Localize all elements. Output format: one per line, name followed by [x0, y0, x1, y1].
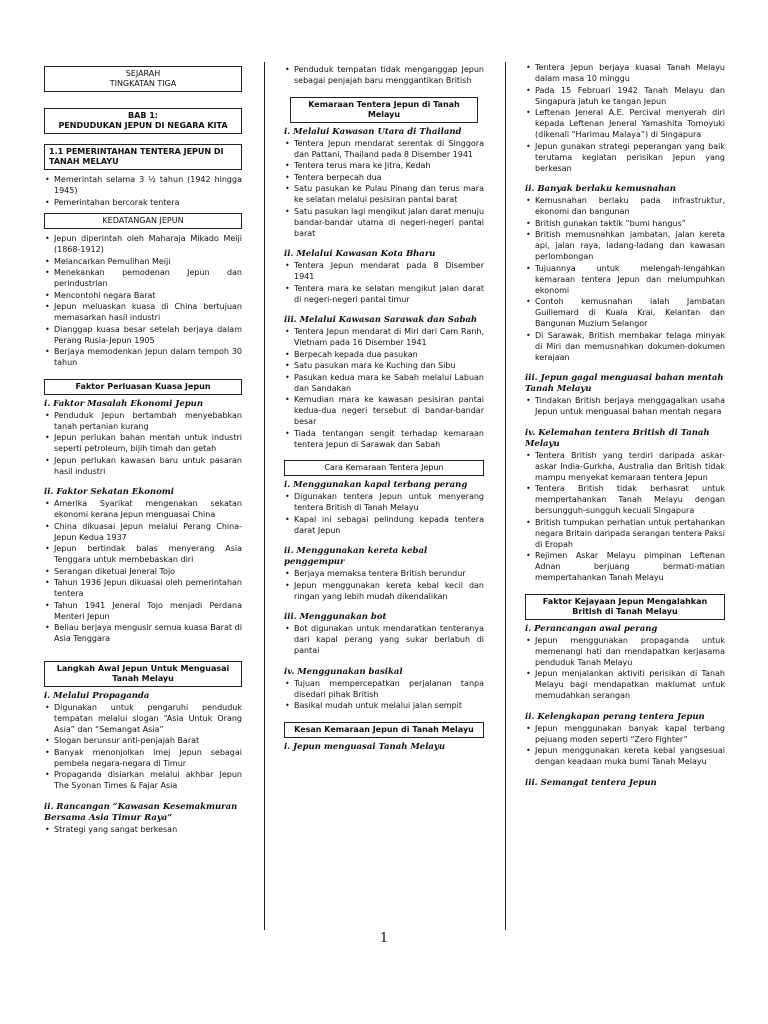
section-list: [44, 498, 242, 644]
list-item: • Satu pasukan ke Pulau Pinang dan terus mara ke selatan melalui pesisiran pantai barat: [284, 183, 484, 205]
list-item: • Beliau berjaya mengusir semua kuasa Barat di Asia Tenggara: [44, 622, 242, 644]
list-item: • Jepun bertindak balas menyerang Asia Tenggara untuk membebaskan diri: [44, 543, 242, 565]
subheading: i. Perancangan awal perang: [525, 623, 658, 634]
subheading: i. Menggunakan kapal terbang perang: [284, 480, 468, 490]
list-item: • Kemudian mara ke kawasan pesisiran pantai kedua-dua negeri tersebut di bandar-bandar besar: [284, 394, 484, 427]
section-box-kesan: Kesan Kemaraan Jepun di Tanah Melayu: [284, 722, 484, 738]
list-item: • Jepun menggunakan kereta kebal yangsesuai dengan keadaan muka bumi Tanah Melayu: [525, 745, 725, 767]
section-box-faktor: Faktor Perluasan Kuasa Jepun: [44, 379, 242, 395]
list-item: • Slogan berunsur anti-penjajah Barat: [44, 735, 242, 746]
list-item: • Penduduk Jepun bertambah menyebabkan tanah pertanian kurang: [44, 410, 242, 432]
list-item: • Jepun menggunakan banyak kapal terbang pejuang moden seperti “Zero Fighter”: [525, 723, 725, 745]
list-item: • Digunakan untuk pengaruhi penduduk tempatan melalui slogan “Asia Untuk Orang Asia” dan “Semangat Asia”: [44, 702, 242, 735]
column-divider-2: [505, 62, 506, 930]
subheading: ii. Rancangan “Kawasan Kesemakmuran Bersama Asia Timur Raya”: [44, 801, 238, 823]
list-item: • Tentera British yang terdiri daripada askar-askar India-Gurkha, Australia dan British tidak mampu menyekat kemaraan tentera Jepun: [525, 450, 725, 483]
list-item: • Satu pasukan mara ke Kuching dan Sibu: [284, 360, 484, 371]
section-list: [284, 326, 484, 450]
list-item: • Menekankan pemodenan Jepun dan perindustrian: [44, 267, 242, 289]
section-list: [525, 395, 725, 417]
list-item: • British tumpukan perhatian untuk pertahankan negara Britain daripada serangan tentera Paksi di Eropah: [525, 517, 725, 550]
list-item: • Banyak menonjolkan imej Jepun sebagai pembela negara-negara di Timur: [44, 747, 242, 769]
section-box-pemerintahan: 1.1 PEMERINTAHAN TENTERA JEPUN DI TANAH MELAYU: [44, 144, 242, 170]
list-item: • Serangan diketuai Jeneral Tojo: [44, 566, 242, 577]
list-item: • Berjaya memodenkan Jepun dalam tempoh 30 tahun: [44, 346, 242, 368]
list-item: • Jepun perlukan kawasan baru untuk pasaran hasil industri: [44, 455, 242, 477]
list-item: • British memusnahkan jambatan, jalan kereta api, jalan raya, ladang-ladang dan kawasan perlombongan: [525, 229, 725, 262]
subheading: ii. Banyak berlaku kemusnahan: [525, 184, 676, 194]
section-list: [284, 260, 484, 305]
subheading: ii. Menggunakan kereta kebal penggempur: [284, 546, 428, 567]
list-item: • Pasukan kedua mara ke Sabah melalui Labuan dan Sandakan: [284, 372, 484, 394]
subheading: i. Jepun menguasai Tanah Melayu: [284, 741, 446, 752]
list-item: • Jepun perlukan bahan mentah untuk industri seperti petroleum, bijih timah dan getah: [44, 432, 242, 454]
section-box-cara: Cara Kemaraan Tentera Jepun: [284, 460, 484, 476]
section-list: [284, 64, 484, 86]
list-item: • Kapal ini sebagai pelindung kepada tentera darat Jepun: [284, 514, 484, 536]
subheading: iii. Semangat tentera Jepun: [525, 777, 657, 788]
section-box-kejayaan: Faktor Kejayaan Jepun Mengalahkan British di Tanah Melayu: [525, 594, 725, 620]
section-list: [44, 233, 242, 368]
list-item: • Tujuannya untuk melengah-lengahkan kemaraan tentera Jepun dan melumpuhkan ekonomi: [525, 263, 725, 296]
list-item: • Tentera mara ke selatan mengikut jalan darat di negeri-negeri pantai timur: [284, 283, 484, 305]
list-item: • Jepun meluaskan kuasa di China bertujuan memasarkan hasil industri: [44, 301, 242, 323]
subheading: iii. Menggunakan bot: [284, 612, 387, 622]
subheading: iii. Jepun gagal menguasai bahan mentah Tanah Melayu: [525, 373, 724, 394]
list-item: • Tahun 1941 Jeneral Tojo menjadi Perdana Menteri Jepun: [44, 600, 242, 622]
list-item: • Jepun menggunakan kereta kebal kecil dan ringan yang lebih mudah dikendalikan: [284, 580, 484, 602]
list-item: • Basikal mudah untuk melalui jalan sempit: [284, 700, 484, 711]
list-item: • Rejimen Askar Melayu pimpinan Leftenan Adnan berjuang bermati-matian mempertahankan Tanah Melayu: [525, 550, 725, 583]
section-list: [284, 138, 484, 239]
list-item: • China dikuasai Jepun melalui Perang China-Jepun Kedua 1937: [44, 521, 242, 543]
list-item: • Jepun diperintah oleh Maharaja Mikado Meiji (1868-1912): [44, 233, 242, 255]
section-list: [284, 678, 484, 712]
list-item: • Memerintah selama 3 ½ tahun (1942 hingga 1945): [44, 174, 242, 196]
column-left: [44, 66, 242, 835]
form-level: TINGKATAN TIGA: [109, 79, 177, 88]
chapter-number: BAB 1:: [128, 111, 158, 120]
list-item: • Tentera Jepun mendarat serentak di Singgora dan Pattani, Thailand pada 8 Disember 1941: [284, 138, 484, 160]
subheading: iv. Menggunakan basikal: [284, 666, 403, 677]
section-list: [44, 824, 242, 835]
list-item: • Kemusnahan berlaku pada infrastruktur, ekonomi dan bangunan: [525, 195, 725, 217]
list-item: • Leftenan Jeneral A.E. Percival menyerah diri kepada Leftenan Jeneral Yamashita Tomoyuki (dikenali “Harimau Malaya”) di Singapura: [525, 107, 725, 140]
list-item: • Pada 15 Februari 1942 Tanah Melayu dan Singapura jatuh ke tangan Jepun: [525, 85, 725, 107]
list-item: • Tujuan mempercepatkan perjalanan tanpa disedari pihak British: [284, 678, 484, 700]
list-item: • British gunakan taktik “bumi hangus”: [525, 218, 725, 229]
list-item: • Jepun menjalankan aktiviti perisikan di Tanah Melayu bagi mendapatkan maklumat untuk memudahkan serangan: [525, 668, 725, 701]
column-divider-1: [264, 62, 265, 930]
list-item: • Tentera Jepun mendarat di Miri dari Cam Ranh, Vietnam pada 16 Disember 1941: [284, 326, 484, 348]
list-item: • Bot digunakan untuk mendaratkan tenteranya dari kapal perang yang sukar berlabuh di pantai: [284, 623, 484, 656]
list-item: • Pemerintahan bercorak tentera: [44, 197, 242, 208]
section-box-langkah: Langkah Awal Jepun Untuk Menguasai Tanah Melayu: [44, 661, 242, 687]
subheading: i. Faktor Masalah Ekonomi Jepun: [44, 398, 204, 409]
section-box-kedatangan: KEDATANGAN JEPUN: [44, 213, 242, 229]
list-item: • Propaganda disiarkan melalui akhbar Jepun The Syonan Times & Fajar Asia: [44, 769, 242, 791]
list-item: • Tentera Jepun mendarat pada 8 Disember 1941: [284, 260, 484, 282]
section-box-kemaraan: Kemaraan Tentera Jepun di Tanah Melayu: [290, 97, 478, 123]
list-item: • Tentera Jepun berjaya kuasai Tanah Melayu dalam masa 10 minggu: [525, 62, 725, 84]
subheading: ii. Kelengkapan perang tentera Jepun: [525, 711, 705, 722]
section-list: [44, 410, 242, 477]
subheading: iii. Melalui Kawasan Sarawak dan Sabah: [284, 315, 478, 325]
column-middle: [284, 64, 484, 753]
section-list: [525, 62, 725, 174]
section-list: [44, 174, 242, 208]
list-item: • Tahun 1936 Jepun dikuasai oleh pemerintahan tentera: [44, 577, 242, 599]
list-item: • Amerika Syarikat mengenakan sekatan ekonomi kerana Jepun menguasai China: [44, 498, 242, 520]
list-item: • Tentera berpecah dua: [284, 172, 484, 183]
subject-title-box: [44, 66, 242, 92]
subheading: i. Melalui Propaganda: [44, 690, 150, 701]
list-item: • Penduduk tempatan tidak menganggap Jepun sebagai penjajah baru menggantikan British: [284, 64, 484, 86]
section-list: [284, 491, 484, 536]
subheading: i. Melalui Kawasan Utara di Thailand: [284, 126, 462, 137]
section-list: [525, 723, 725, 768]
list-item: • Melancarkan Pemulihan Meiji: [44, 256, 242, 267]
list-item: • Berpecah kepada dua pasukan: [284, 349, 484, 360]
subheading: ii. Melalui Kawasan Kota Bharu: [284, 249, 436, 259]
list-item: • Satu pasukan lagi mengikut jalan darat menuju bandar-bandar utama di negeri-negeri pantai barat: [284, 206, 484, 239]
page-number: 1: [379, 931, 389, 946]
subheading: ii. Faktor Sekatan Ekonomi: [44, 487, 175, 497]
section-list: [525, 635, 725, 702]
section-list: [525, 450, 725, 584]
list-item: • Mencontohi negara Barat: [44, 290, 242, 301]
list-item: • Jepun menggunakan propaganda untuk memenangi hati dan mendapatkan kerjasama penduduk Tanah Melayu: [525, 635, 725, 668]
section-list: [284, 568, 484, 602]
list-item: • Digunakan tentera Jepun untuk menyerang tentera British di Tanah Melayu: [284, 491, 484, 513]
section-list: [525, 195, 725, 363]
column-right: [525, 62, 725, 789]
list-item: • Tiada tentangan sengit terhadap kemaraan tentera Jepun di Sarawak dan Sabah: [284, 428, 484, 450]
list-item: • Contoh kemusnahan ialah Jambatan Guillemard di Kuala Krai, Kelantan dan Bangunan Muzium Selangor: [525, 296, 725, 329]
section-list: [284, 623, 484, 656]
list-item: • Dianggap kuasa besar setelah berjaya dalam Perang Rusia-Jepun 1905: [44, 324, 242, 346]
chapter-title: PENDUDUKAN JEPUN DI NEGARA KITA: [58, 121, 228, 130]
list-item: • Strategi yang sangat berkesan: [44, 824, 242, 835]
chapter-title-box: [44, 108, 242, 134]
list-item: • Berjaya memaksa tentera British berundur: [284, 568, 484, 579]
list-item: • Di Sarawak, British membakar telaga minyak di Miri dan memusnahkan dokumen-dokumen kerajaan: [525, 330, 725, 363]
list-item: • Tentera terus mara ke Jitra, Kedah: [284, 160, 484, 171]
subject-title: SEJARAH: [125, 69, 161, 78]
list-item: • Jepun gunakan strategi peperangan yang baik terutama kegiatan perisikan Jepun yang berkesan: [525, 141, 725, 174]
list-item: • Tentera British tidak berhasrat untuk mempertahankan Tanah Melayu dengan bersungguh-sungguh kecuali Singapura: [525, 483, 725, 516]
subheading: iv. Kelemahan tentera British di Tanah Melayu: [525, 427, 710, 449]
list-item: • Tindakan British berjaya menggagalkan usaha Jepun untuk menguasai bahan mentah negara: [525, 395, 725, 417]
section-list: [44, 702, 242, 792]
